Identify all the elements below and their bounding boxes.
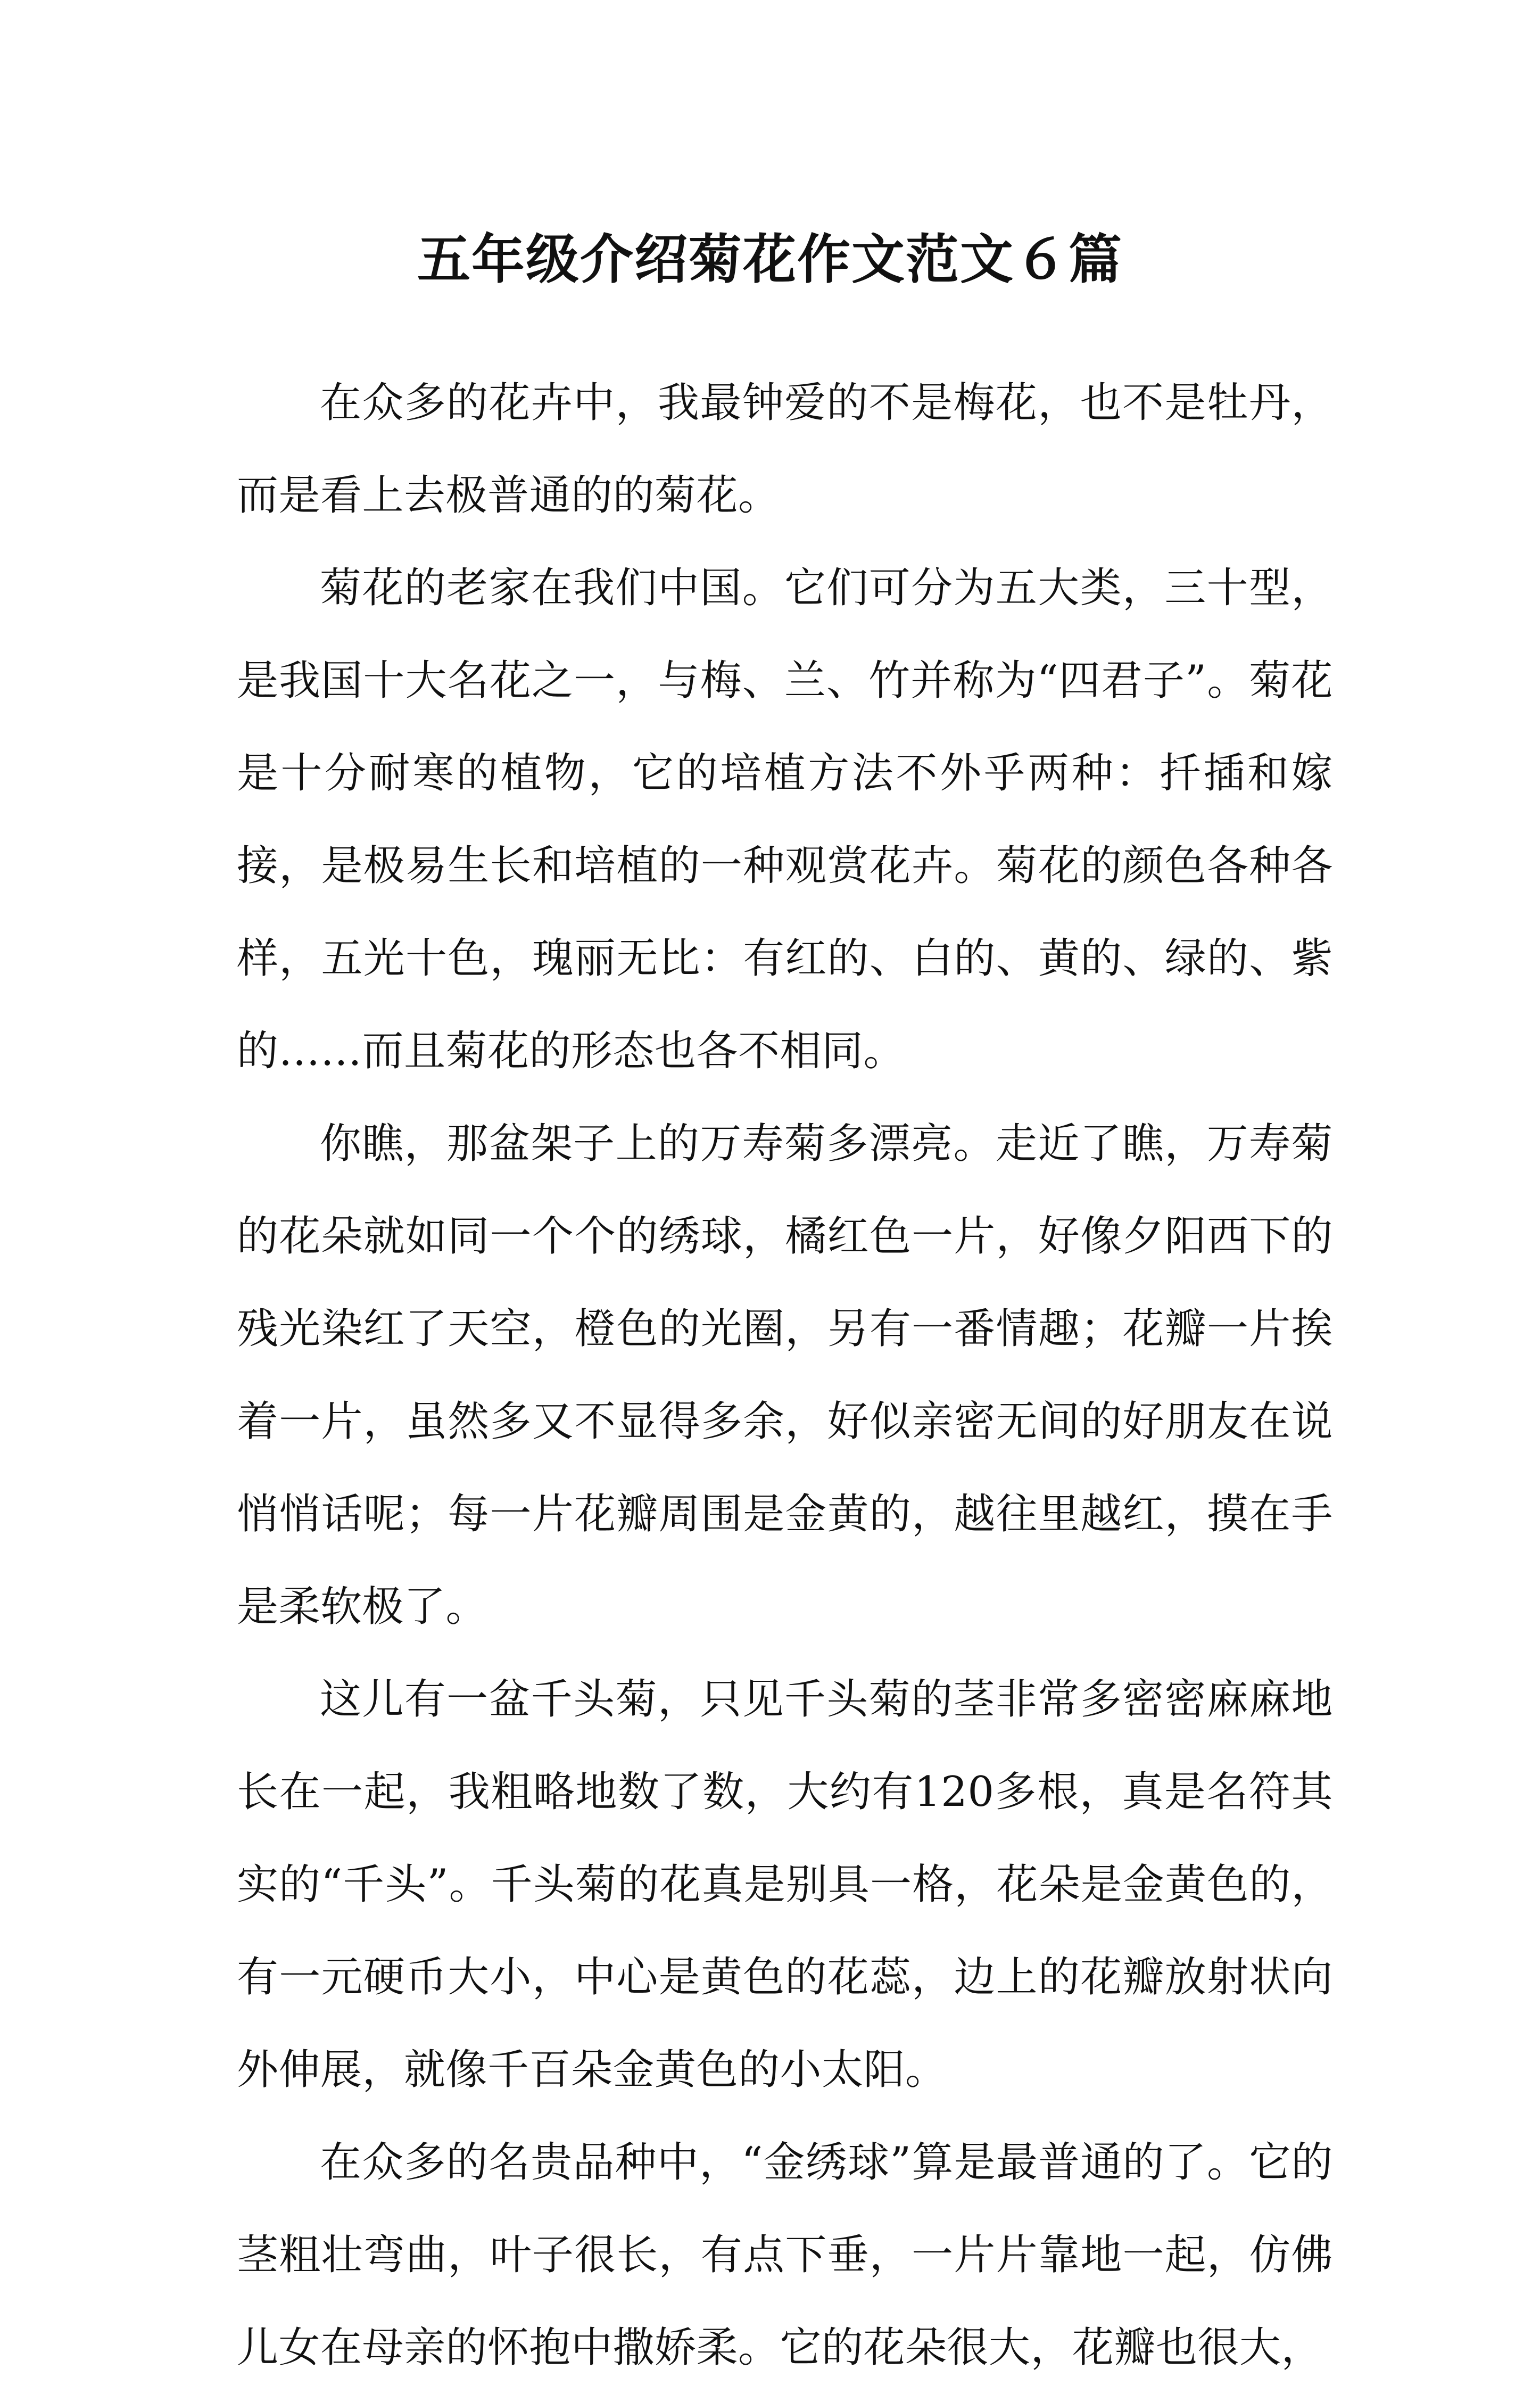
paragraph: 在众多的名贵品种中，“金绣球”算是最普通的了。它的茎粗壮弯曲，叶子很长，有点下垂，一片片靠地一起，仿佛儿女在母亲的怀抱中撒娇柔。它的花朵很大，花瓣也很大， <box>237 2139 1333 2372</box>
paragraph: 菊花的老家在我们中国。它们可分为五大类，三十型，是我国十大名花之一，与梅、兰、竹并称为“四君子”。菊花是十分耐寒的植物，它的培植方法不外乎两种：扦插和嫁接，是极易生长和培植的一种观赏花卉。菊花的颜色各种各样，五光十色，瑰丽无比：有红的、白的、黄的、绿的、紫的……而且菊花的形态也各不相同。 <box>237 564 1333 1075</box>
document-title: 五年级介绍菊花作文范文６篇 <box>417 228 1123 291</box>
paragraph: 在众多的花卉中，我最钟爱的不是梅花，也不是牡丹，而是看上去极普通的的菊花。 <box>237 379 1333 519</box>
document-body <box>237 357 1333 2394</box>
paragraph: 你瞧，那盆架子上的万寿菊多漂亮。走近了瞧，万寿菊的花朵就如同一个个的绣球，橘红色一片，好像夕阳西下的残光染红了天空，橙色的光圈，另有一番情趣；花瓣一片挨着一片，虽然多又不显得多余，好似亲密无间的好朋友在说悄悄话呢；每一片花瓣周围是金黄的，越往里越红，摸在手是柔软极了。 <box>237 1120 1333 1631</box>
paragraph: 这儿有一盆千头菊，只见千头菊的茎非常多密密麻麻地长在一起，我粗略地数了数，大约有120多根，真是名符其实的“千头”。千头菊的花真是别具一格，花朵是金黄色的，有一元硬币大小，中心是黄色的花蕊，边上的花瓣放射状向外伸展，就像千百朵金黄色的小太阳。 <box>237 1675 1333 2094</box>
